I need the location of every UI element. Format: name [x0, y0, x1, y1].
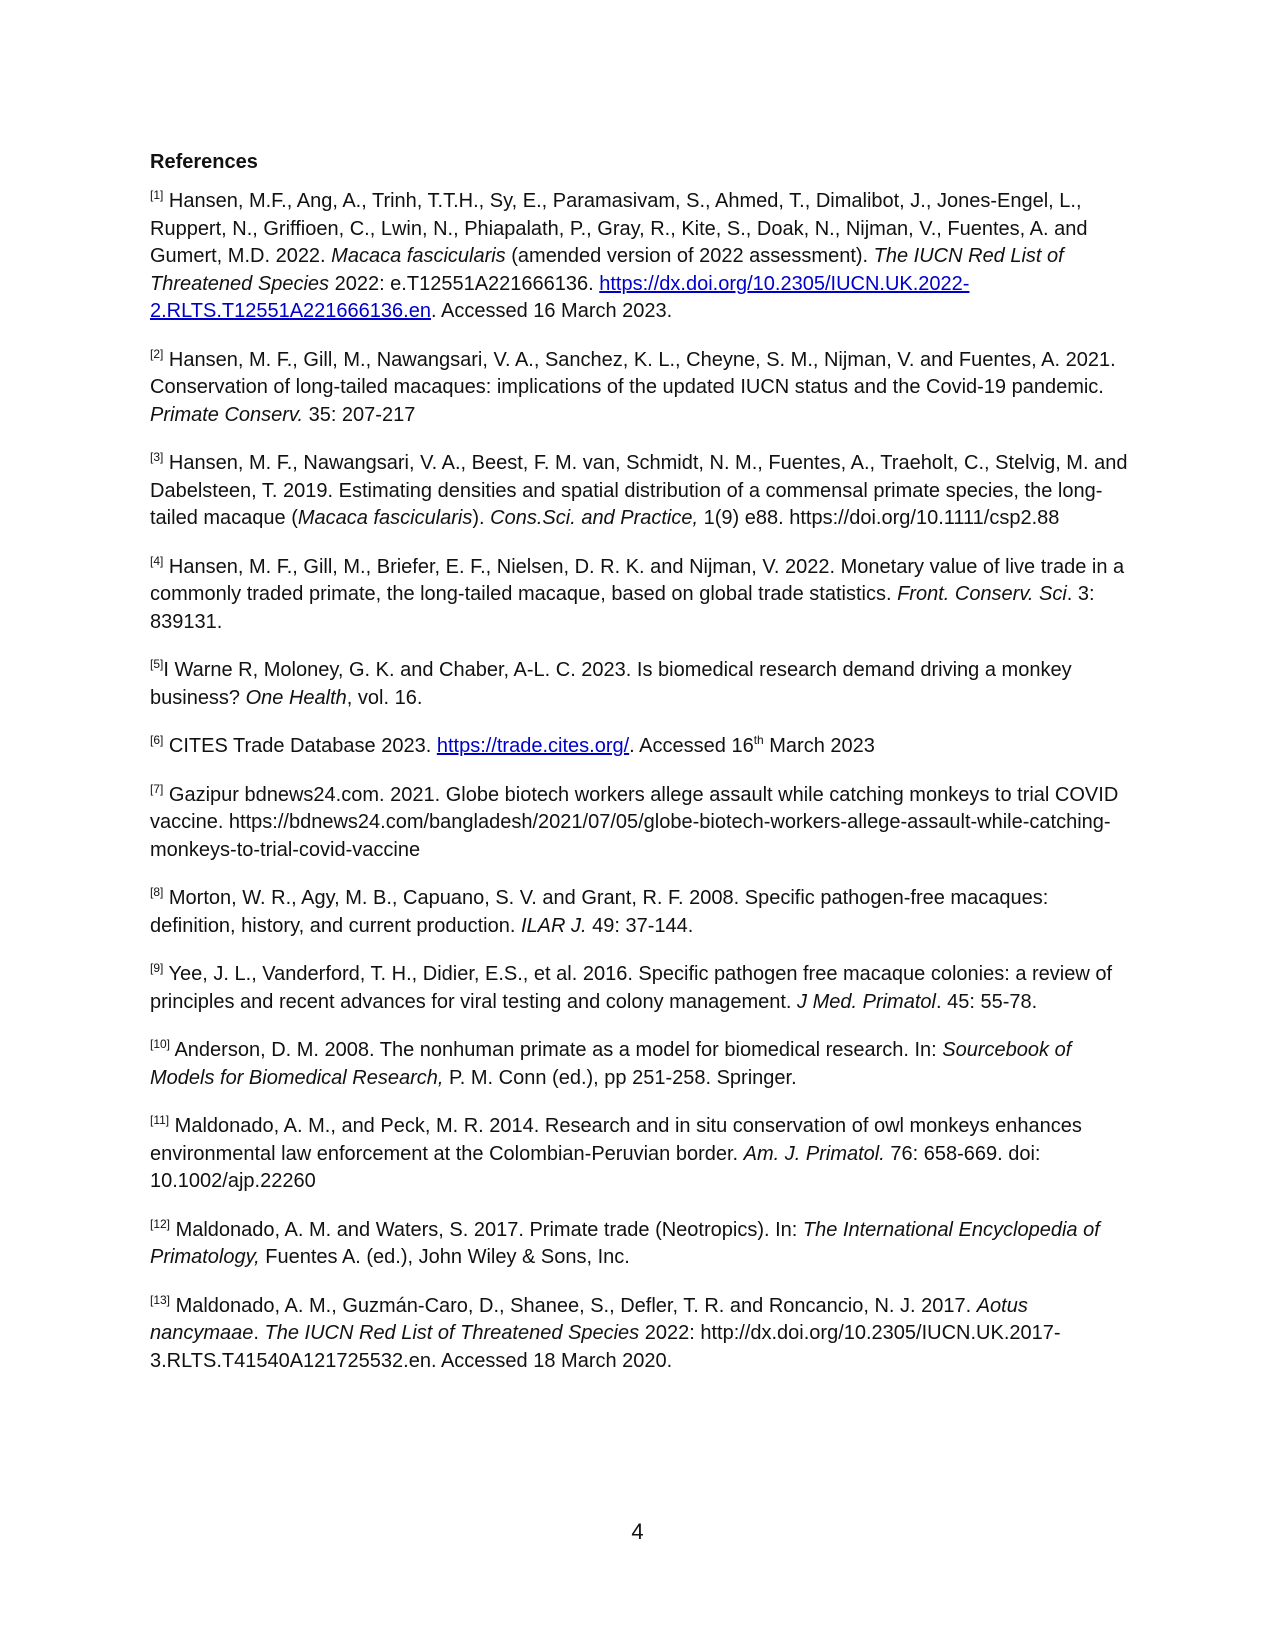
- reference-3: [150, 450, 1130, 533]
- reference-text: . Accessed 16 March 2023.: [430, 300, 673, 322]
- reference-text: Maldonado, A. M., and Peck, M. R. 2014. Research and in situ conservation of owl monkeys enhances environmental law enforcement at the Colombian-Peruvian border.: [150, 1115, 1082, 1165]
- reference-number: [6]: [150, 733, 164, 747]
- reference-italic: Front. Conserv. Sci: [897, 583, 1067, 605]
- reference-text: Maldonado, A. M. and Waters, S. 2017. Primate trade (Neotropics). In:: [170, 1218, 803, 1241]
- reference-italic: Primate Conserv.: [150, 403, 304, 426]
- reference-italic: One Health: [245, 686, 347, 709]
- reference-italic: ILAR J.: [520, 914, 587, 937]
- reference-italic: Sourcebook of Models for Biomedical Research,: [150, 1039, 1072, 1089]
- reference-number: [13]: [150, 1292, 171, 1307]
- reference-text: 76: 658-669. doi: 10.1002/ajp.22260: [150, 1142, 1041, 1192]
- reference-text: .: [253, 1322, 265, 1344]
- reference-italic: Macaca fascicularis: [331, 245, 506, 267]
- reference-text: 2022: e.T12551A221666136.: [329, 272, 600, 295]
- reference-11: [150, 1113, 1130, 1196]
- page-number: 4: [631, 1519, 644, 1544]
- reference-5: [150, 657, 1130, 712]
- reference-italic: J Med. Primatol: [797, 990, 936, 1013]
- reference-text: Fuentes A. (ed.), John Wiley & Sons, Inc.: [259, 1246, 630, 1268]
- reference-9: [150, 961, 1130, 1016]
- reference-number: [3]: [150, 450, 164, 464]
- reference-text: ).: [472, 507, 491, 529]
- reference-text: Morton, W. R., Agy, M. B., Capuano, S. V. and Grant, R. F. 2008. Specific pathogen-free macaques: definition, history, and current production.: [150, 887, 1049, 937]
- reference-6: [150, 733, 1130, 761]
- reference-text: 1(9) e88. https://doi.org/10.1111/csp2.88: [698, 507, 1060, 529]
- reference-number: [11]: [150, 1113, 170, 1127]
- reference-7: [150, 782, 1130, 865]
- reference-number: [1]: [150, 188, 164, 202]
- reference-number: [10]: [150, 1037, 171, 1051]
- reference-text: P. M. Conn (ed.), pp 251-258. Springer.: [443, 1066, 797, 1089]
- reference-text: . 3: 839131.: [150, 583, 1095, 633]
- reference-text: 49: 37-144.: [586, 914, 694, 937]
- reference-number: [5]: [150, 657, 164, 671]
- reference-text: Hansen, M. F., Gill, M., Briefer, E. F., Nielsen, D. R. K. and Nijman, V. 2022. Monetary value of live trade in a commonly traded primate, the long-tailed macaque, based on global trade statistics.: [150, 555, 1125, 605]
- reference-text: Maldonado, A. M., Guzmán-Caro, D., Shanee, S., Defler, T. R. and Roncancio, N. J. 2017.: [170, 1294, 977, 1317]
- reference-13: [150, 1293, 1130, 1376]
- reference-text: March 2023: [763, 735, 875, 757]
- reference-text: CITES Trade Database 2023.: [163, 735, 437, 757]
- reference-italic: The IUCN Red List of Threatened Species: [150, 245, 1064, 295]
- ordinal-suffix: th: [753, 733, 764, 747]
- reference-text: Yee, J. L., Vanderford, T. H., Didier, E.S., et al. 2016. Specific pathogen free macaque colonies: a review of principles and recent advances for viral testing and colony management.: [150, 963, 1113, 1013]
- reference-number: [12]: [150, 1216, 171, 1231]
- references-heading: References: [150, 151, 258, 173]
- reference-text: . 45: 55-78.: [935, 990, 1038, 1013]
- reference-text: Hansen, M. F., Nawangsari, V. A., Beest, F. M. van, Schmidt, N. M., Fuentes, A., Traeholt, C., Stelvig, M. and Dabelsteen, T. 2019. Estimating densities and spatial distribution of a commensal primate species, the long-tailed macaque (: [150, 452, 1128, 529]
- reference-12: [150, 1217, 1130, 1272]
- reference-text: . Accessed 16: [629, 735, 754, 757]
- reference-number: [8]: [150, 885, 164, 899]
- reference-link[interactable]: https://trade.cites.org/: [436, 735, 630, 757]
- reference-2: [150, 347, 1130, 430]
- reference-text: Gazipur bdnews24.com. 2021. Globe biotech workers allege assault while catching monkeys to trial COVID vaccine. https://bdnews24.com/bangladesh/2021/07/05/globe-biotech-workers-allege-assault-while-catching-monkeys-to-trial-covid-vaccine: [150, 783, 1119, 861]
- reference-number: [4]: [150, 553, 164, 568]
- reference-8: [150, 885, 1130, 940]
- reference-italic: Am. J. Primatol.: [743, 1142, 885, 1165]
- reference-text: (amended version of 2022 assessment).: [505, 245, 874, 267]
- reference-italic: The IUCN Red List of Threatened Species: [264, 1322, 640, 1344]
- references-page: [150, 148, 1130, 1396]
- reference-1: [150, 188, 1130, 326]
- reference-italic: Cons.Sci. and Practice,: [490, 507, 699, 529]
- reference-italic: Aotus nancymaae: [150, 1294, 1028, 1344]
- reference-number: [9]: [150, 961, 164, 975]
- reference-text: , vol. 16.: [346, 686, 423, 709]
- reference-italic: The International Encyclopedia of Primatology,: [150, 1218, 1100, 1268]
- reference-10: [150, 1037, 1130, 1092]
- reference-text: I Warne R, Moloney, G. K. and Chaber, A-L. C. 2023. Is biomedical research demand driving a monkey business?: [150, 659, 1072, 709]
- reference-link[interactable]: https://dx.doi.org/10.2305/IUCN.UK.2022-2.RLTS.T12551A221666136.en: [150, 272, 970, 322]
- reference-text: 2022: http://dx.doi.org/10.2305/IUCN.UK.2017-3.RLTS.T41540A121725532.en. Accessed 18 March 2020.: [150, 1322, 1061, 1372]
- reference-text: Hansen, M.F., Ang, A., Trinh, T.T.H., Sy, E., Paramasivam, S., Ahmed, T., Dimalibot, J., Jones-Engel, L., Ruppert, N., Griffioen, C., Lwin, N., Phiapalath, P., Gray, R., Kite, S., Doak, N., Nijman, V., Fuentes, A. and Gumert, M.D. 2022.: [150, 190, 1088, 267]
- reference-4: [150, 554, 1130, 637]
- reference-number: [2]: [150, 346, 164, 361]
- reference-number: [7]: [150, 781, 164, 796]
- reference-italic: Macaca fascicularis: [297, 507, 473, 529]
- reference-text: 35: 207-217: [303, 403, 416, 426]
- reference-text: Hansen, M. F., Gill, M., Nawangsari, V. A., Sanchez, K. L., Cheyne, S. M., Nijman, V. and Fuentes, A. 2021. Conservation of long-tailed macaques: implications of the updated IUCN status and the Covid-19 pandemic.: [150, 348, 1116, 398]
- reference-text: Anderson, D. M. 2008. The nonhuman primate as a model for biomedical research. In:: [170, 1039, 943, 1061]
